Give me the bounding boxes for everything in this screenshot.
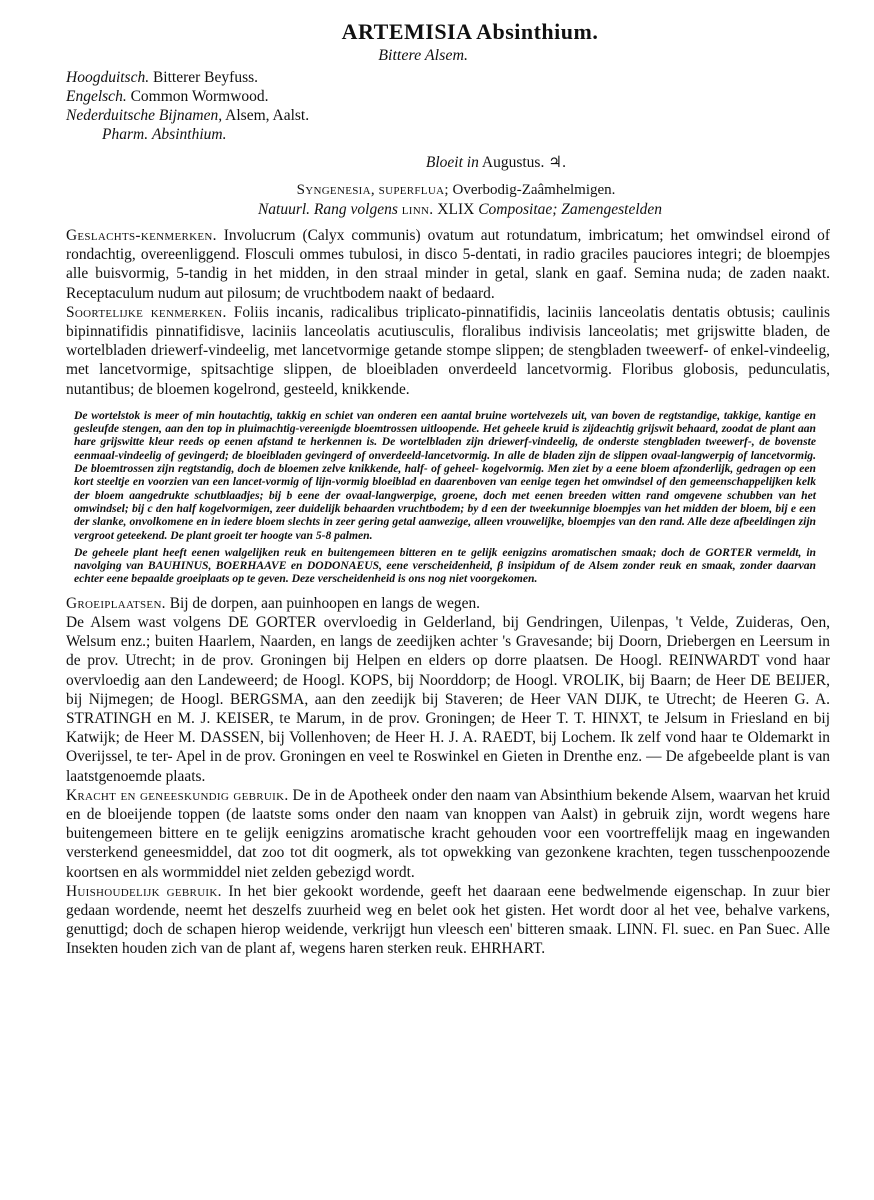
section-heading: Kracht en geneeskundig gebruik.: [66, 786, 289, 804]
name-hoogduitsch: [66, 68, 830, 87]
section-text: Involucrum (Calyx communis) ovatum aut rotundatum, imbricatum; het omwindsel eirond of rondachtig, overeenliggend. Flosculi ommes tubulosi, in disco 5-dentati, in radio graciles pauciores integri; de bloempjes alle buisvormig, 5-tandig in het midden, in den straal minder in getal, slank en gaaf. Semina nuda; de zaden naakt. Receptaculum nudum aut pilosum; de vruchtbodem naakt of bedaard.: [66, 227, 830, 302]
name-label: Hoogduitsch.: [66, 69, 150, 86]
name-label: Nederduitsche Bijnamen,: [66, 107, 223, 124]
description-note: De wortelstok is meer of min houtachtig, takkig en schiet van onderen een aantal bruine wortelvezels uit, van boven de regtstandige, takkige, kantige en gesleufde stengen, aan den top in pluimachtig-vereenigde bloemtrossen uitloopende. Het geheele kruid is zijdeachtig grijswit behaard, zoodat de plant aan hare grijswitte kleur reeds op eenen afstand te herkennen is. De wortelbladen zijn driewerf-vindeelig, de onderste stengbladen tweewerf-, de bovenste eenmaal-vindeelig of gevingerd; de bloeibladen gevingerd of onverdeeld-lancetvormig. In alle de bladen zijn de slippen ovaal-langwerpig of lancetvormig. De bloemtrossen zijn regtstandig, doch de bloemen zelve knikkende, half- of geheel- kogelvormig. Men ziet by a eene bloem afzonderlijk, gedragen op een kort steeltje en voorzien van een lancet-vormig of lijn-vormig bloeiblad en daarenboven van eenige tegen het omwindsel of den gemeenschappelijken kelk der bloem aangedrukte schutblaadjes; bij b eene der ovaal-langwerpige, groene, doch met eenen breeden witten rand omgevene schubben van het omwindsel; bij c den half kogelvormigen, zeer duidelijk behaarden vruchtbodem; by d een der tweekunnige bloempjes van het midden der bloem, bij e een der slanke, onvolkomene en in iedere bloem slechts in zeer gering getal aanwezige, alleen vrouwelijke, bloempjes van den rand. Alle deze afbeeldingen zijn vergroot geteekend. De plant groeit ter hoogte van 5-8 palmen.: [74, 408, 816, 542]
rank-family: Compositae; Zamengestelden: [478, 201, 663, 218]
page-subtitle: Bittere Alsem.: [378, 47, 468, 64]
species-characters: [66, 303, 830, 399]
perennial-symbol: ♃.: [548, 154, 566, 171]
bloom-label: Bloeit in: [425, 154, 479, 171]
habitat-section: [66, 594, 830, 613]
name-value: Bitterer Beyfuss.: [152, 69, 259, 86]
name-label: Engelsch.: [66, 88, 127, 105]
order-name: superflua;: [378, 182, 449, 198]
section-text: Foliis incanis, radicalibus triplicato-pinnatifidis, laciniis lanceolatis dentatis obtusis; caulinis bipinnatifidis pinnatifidisve, laciniis lanceolatis acutiusculis, floralibus indivisis lanceolatis; met grijswitte bladen, de wortelbladen driewerf-vindeelig, met lancetvormige getande stompe slippen; de stengbladen tweewerf- of enkel-vindeelig, met lancetvormige, spitsachtige slippen, de bloeibladen onverdeeld lancetvormig. Floribus globosis, pedunculatis, nutantibus; de bloemen kogelrond, gesteeld, knikkende.: [66, 303, 830, 398]
name-value: Absinthium.: [151, 126, 227, 143]
order-dutch: Overbodig-Zaâmhelmigen.: [452, 182, 616, 198]
section-heading: Geslachts-kenmerken.: [66, 227, 217, 244]
section-text: Bij de dorpen, aan puinhoopen en langs de wegen.: [169, 594, 480, 612]
bloom-line: [66, 152, 566, 173]
section-text: De in de Apotheek onder den naam van Absinthium bekende Alsem, waarvan het kruid en de bloeijende toppen (de laatste soms onder den naam van knoppen van Aalst) in gebruik zijn, wordt wegens hare buitengemeen bittere en te gelijk eenigzins aromatische kracht gehouden voor een voortreffelijk maag en ingewanden versterkend geneesmiddel, dat zoo tot dit oogmerk, als tot opwekking van gezonkene krachten, tegen tusschenpoozende koortsen en als wormmiddel niet zelden gebezigd wordt.: [66, 786, 830, 881]
name-engelsch: [66, 87, 830, 106]
smell-taste-note: De geheele plant heeft eenen walgelijken reuk en buitengemeen bitteren en te gelijk eenigzins aromatischen smaak; doch de GORTER vermeldt, in navolging van BAUHINUS, BOERHAAVE en DODONAEUS, eene verscheidenheid, β insipidum of de Alsem zonder reuk en smaak, zonder daarvan echter eene bepaalde groeiplaats op te geven. Deze verscheidenheid is ons nog niet voorgekomen.: [74, 545, 816, 586]
name-pharm: [66, 125, 830, 144]
bloom-month: Augustus.: [481, 154, 545, 171]
name-bijnamen: [66, 106, 830, 125]
name-label: Pharm.: [102, 126, 149, 143]
common-names: [66, 68, 830, 144]
locations-paragraph: De Alsem wast volgens DE GORTER overvloedig in Gelderland, bij Gendringen, Uilenpas, 't Velde, Zuideras, Oen, Welsum enz.; buiten Haarlem, Naarden, en langs de zeedijken achter 's Gravesande; bij Doorn, Driebergen en Leersum in de prov. Utrecht; in de prov. Groningen bij Helpen en elders op dorre plaatsen. De Hoogl. REINWARDT vond haar overvloedig aan den Landeweerd; de Hoogl. KOPS, bij Noorddorp; de Hoogl. VROLIK, bij Baarn; de Heer DE BEIJER, bij Nijmegen; de Hoogl. BERGSMA, aan den zeedijk bij Staveren; de Heer VAN DIJK, te Utrecht; de Heeren G. A. STRATINGH en M. J. KEISER, te Marum, in de prov. Groningen; de Heer T. T. HINXT, te Jelsum in Friesland en bij Katwijk; de Heer M. DASSEN, bij Vollenhoven; de Heer H. J. A. RAEDT, bij Lochem. Ik zelf vond haar te Oldemarkt in Overijssel, te ter- Apel in de prov. Groningen en veel te Roswinkel en Gieten in Drenthe enz. — De afgebeelde plant is van laatstgenoemde plaats.: [66, 613, 830, 785]
household-section: [66, 882, 830, 959]
class-name: Syngenesia,: [296, 182, 375, 198]
linnaean-class: [82, 181, 830, 200]
genus-characters: [66, 226, 830, 303]
page-title: ARTEMISIA Absinthium.: [341, 19, 599, 44]
section-text: In het bier gekookt wordende, geeft het daaraan eene bedwelmende eigenschap. In zuur bier gedaan wordende, neemt het deszelfs zuurheid weg en belet ook het gisten. Het wordt door al het vee, behalve varkens, genuttigd; doch de schapen hierop weidende, verkrijgt hun vleesch een' bitteren smaak. LINN. Fl. suec. en Pan Suec. Alle Insekten houden zich van de plant af, wegens haren sterken reuk. EHRHART.: [66, 882, 830, 958]
rank-label: Natuurl. Rang volgens: [257, 201, 398, 218]
rank-number: XLIX: [437, 201, 475, 218]
section-heading: Soortelijke kenmerken.: [66, 303, 227, 321]
name-value: Alsem, Aalst.: [225, 107, 310, 124]
medicinal-section: [66, 786, 830, 882]
section-heading: Huishoudelijk gebruik.: [66, 882, 222, 900]
rank-linn: linn.: [401, 201, 434, 218]
section-heading: Groeiplaatsen.: [66, 594, 166, 612]
natural-rank: [90, 200, 830, 220]
name-value: Common Wormwood.: [130, 88, 269, 105]
